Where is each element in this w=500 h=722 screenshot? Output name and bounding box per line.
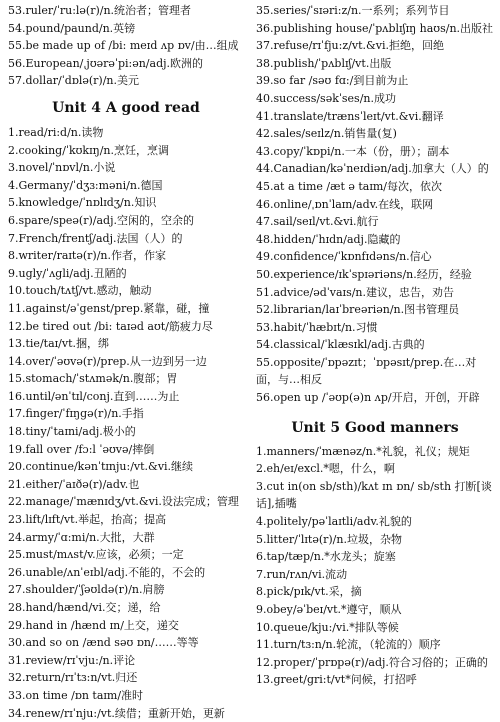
vocab-entry: 4.politely/pəˈlaɪtli/adv.礼貌的 xyxy=(256,515,412,529)
vocab-entry: 42.sales/seɪlz/n.销售量(复) xyxy=(256,127,397,141)
vocab-entry: 23.lift/lɪft/vt.举起，抬高；提高 xyxy=(8,513,167,527)
vocab-entry: 43.copy/ˈkɒpi/n.一本（份，册）；副本 xyxy=(256,144,450,158)
right-column xyxy=(256,2,494,708)
vocab-entry: 22.manage/ˈmænɪdʒ/vt.&vi.设法完成；管理 xyxy=(8,495,239,509)
vocab-entry: 17.finger/ˈfɪŋgə(r)/n.手指 xyxy=(8,407,144,421)
vocab-entry: 2.cooking/ˈkʊkɪŋ/n.烹饪，烹调 xyxy=(8,143,169,157)
vocab-entry: 57.dollar/ˈdɒlə(r)/n.美元 xyxy=(8,74,139,88)
vocab-entry: 47.sail/seɪl/vt.&vi.航行 xyxy=(256,215,379,229)
vocab-entry: 30.and so on /ænd səʊ ɒn/……等等 xyxy=(8,636,199,650)
unit3-tail-list xyxy=(8,2,244,90)
vocab-entry: 35.series/ˈsɪəri:z/n.一系列；系列节目 xyxy=(256,4,450,17)
vocab-entry: 33.on time /ɒn taɪm/准时 xyxy=(8,688,144,702)
vocab-entry: 56.open up /ˈəʊp(ə)n ʌp/开启，开创，开辟 xyxy=(256,391,480,405)
vocab-entry: 45.at a time /æt ə taɪm/每次，依次 xyxy=(256,179,443,193)
vocab-entry: 28.hand/hænd/vi.交；递，给 xyxy=(8,601,161,614)
vocab-entry: 4.Germany/ˈdʒɜ:məni/n.德国 xyxy=(8,178,163,192)
unit4-continued-list xyxy=(256,2,494,407)
vocab-entry: 50.experience/ɪkˈspɪəriəns/n.经历，经验 xyxy=(256,267,472,281)
vocab-entry: 32.return/rɪˈtɜ:n/vt.归还 xyxy=(8,671,138,685)
vocab-entry: 27.shoulder/ˈʃəʊldə(r)/n.肩膀 xyxy=(8,583,165,597)
vocab-entry: 25.must/mʌst/v.应该，必须；一定 xyxy=(8,548,184,562)
vocab-entry: 5.litter/ˈlɪtə(r)/n.垃圾，杂物 xyxy=(256,532,402,546)
vocab-entry: 31.review/rɪˈvju:/n.评论 xyxy=(8,653,136,667)
vocab-entry: 10.queue/kju:/vi.*排队等候 xyxy=(256,620,399,634)
vocab-entry: 53.ruler/ˈru:lə(r)/n.统治者；管理者 xyxy=(8,4,192,17)
vocab-entry: 51.advice/ədˈvaɪs/n.建议，忠告，劝告 xyxy=(256,285,454,299)
vocab-entry: 26.unable/ʌnˈeɪbl/adj.不能的，不会的 xyxy=(8,565,206,579)
vocab-entry: 41.translate/trænsˈleɪt/vt.&vi.翻译 xyxy=(256,109,444,123)
vocab-entry: 7.French/frentʃ/adj.法国（人）的 xyxy=(8,231,183,245)
vocab-entry: 3.novel/ˈnɒvl/n.小说 xyxy=(8,161,116,175)
vocab-entry: 49.confidence/ˈkɒnfɪdəns/n.信心 xyxy=(256,250,432,264)
vocab-entry: 8.writer/raɪtə(r)/n.作者，作家 xyxy=(8,249,166,263)
vocab-entry: 29.hand in /hænd ɪn/上交，递交 xyxy=(8,618,179,632)
vocab-entry: 36.publishing house/ˈpʌblɪʃɪŋ haʊs/n.出版社 xyxy=(256,21,494,35)
vocab-entry: 48.hidden/ˈhɪdn/adj.隐藏的 xyxy=(256,232,401,246)
vocab-entry: 3.cut in(on sb/sth)/kʌt ɪn ɒn/ sb/sth 打断[谈话],插嘴 xyxy=(256,479,492,511)
vocab-entry: 40.success/səkˈses/n.成功 xyxy=(256,91,396,105)
vocab-entry: 1.read/ri:d/n.读物 xyxy=(8,125,104,139)
vocab-entry: 39.so far /səʊ fɑ:/到目前为止 xyxy=(256,74,409,88)
vocab-entry: 11.turn/tɜ:n/n.轮流，（轮流的）顺序 xyxy=(256,638,441,652)
unit5-heading: Unit 5 Good manners xyxy=(291,419,459,436)
vocab-entry: 56.European/ˌjʊərəˈpi:ən/adj.欧洲的 xyxy=(8,56,204,70)
vocab-entry: 55.opposite/ˈɒpəzɪt；ˈɒpəsɪt/prep.在…对面，与…相反 xyxy=(256,355,477,387)
vocab-entry: 20.continue/kənˈtɪnju:/vt.&vi.继续 xyxy=(8,460,194,474)
vocab-entry: 44.Canadian/kəˈneɪdiən/adj.加拿大（人）的 xyxy=(256,162,489,176)
vocab-entry: 54.classical/ˈklæsɪkl/adj.古典的 xyxy=(256,338,425,352)
left-column xyxy=(8,2,244,720)
vocab-entry: 38.publish/ˈpʌblɪʃ/vt.出版 xyxy=(256,56,392,70)
vocab-entry: 10.touch/tʌtʃ/vt.感动，触动 xyxy=(8,284,152,298)
vocab-entry: 24.army/ˈɑ:mi/n.大批，大群 xyxy=(8,530,155,544)
vocab-entry: 9.ugly/ˈʌgli/adj.丑陋的 xyxy=(8,266,127,280)
vocab-entry: 14.over/ˈəʊvə(r)/prep.从一边到另一边 xyxy=(8,354,207,368)
vocab-entry: 55.be made up of /bi: meɪd ʌp ɒv/由…组成 xyxy=(8,39,239,53)
vocab-entry: 8.pick/pɪk/vt.采，摘 xyxy=(256,585,362,599)
vocab-entry: 16.until/ənˈtɪl/conj.直到……为止 xyxy=(8,389,180,403)
vocab-entry: 6.tap/tæp/n.*水龙头；旋塞 xyxy=(256,550,396,564)
vocab-entry: 5.knowledge/ˈnɒlɪdʒ/n.知识 xyxy=(8,196,157,210)
vocab-entry: 6.spare/speə(r)/adj.空闲的，空余的 xyxy=(8,213,194,227)
unit4-heading: Unit 4 A good read xyxy=(52,99,200,116)
unit5-list xyxy=(256,443,494,689)
vocab-entry: 37.refuse/rɪˈfju:z/vt.&vi.拒绝，回绝 xyxy=(256,39,445,53)
vocab-entry: 2.eh/eɪ/excl.*嗯，什么，啊 xyxy=(256,462,395,476)
vocab-entry: 12.proper/ˈprɒpə(r)/adj.符合习俗的；正确的 xyxy=(256,655,488,669)
vocab-entry: 7.run/rʌn/vi.流动 xyxy=(256,567,348,581)
vocab-entry: 21.either/ˈaɪðə(r)/adv.也 xyxy=(8,477,140,491)
vocab-entry: 9.obey/əˈbeɪ/vt.*遵守，顺从 xyxy=(256,603,402,616)
vocab-entry: 54.pound/paund/n.英镑 xyxy=(8,21,136,35)
vocab-entry: 52.librarian/laɪˈbreəriən/n.图书管理员 xyxy=(256,303,460,317)
vocab-entry: 46.online/ˌɒnˈlaɪn/adv.在线，联网 xyxy=(256,197,434,211)
vocab-entry: 1.manners/ˈmænəz/n.*礼貌，礼仪；规矩 xyxy=(256,444,470,458)
vocab-entry: 19.fall over /fɔ:l ˈəʊvə/摔倒 xyxy=(8,442,155,456)
vocab-entry: 13.greet/gri:t/vt*问候，打招呼 xyxy=(256,673,417,687)
vocab-entry: 53.habit/ˈhæbɪt/n.习惯 xyxy=(256,320,378,334)
vocab-entry: 12.be tired out /bi: taɪəd aʊt/筋疲力尽 xyxy=(8,319,213,333)
unit4-list xyxy=(8,124,244,722)
vocab-entry: 18.tiny/ˈtaɪni/adj.极小的 xyxy=(8,425,136,439)
vocab-entry: 13.tie/taɪ/vt.捆，绑 xyxy=(8,337,109,351)
vocab-entry: 15.stomach/ˈstʌmək/n.腹部；胃 xyxy=(8,372,178,386)
vocab-entry: 11.against/əˈgenst/prep.紧靠，碰，撞 xyxy=(8,301,210,315)
vocab-entry: 34.renew/rɪˈnju:/vt.续借；重新开始，更新 xyxy=(8,706,225,720)
